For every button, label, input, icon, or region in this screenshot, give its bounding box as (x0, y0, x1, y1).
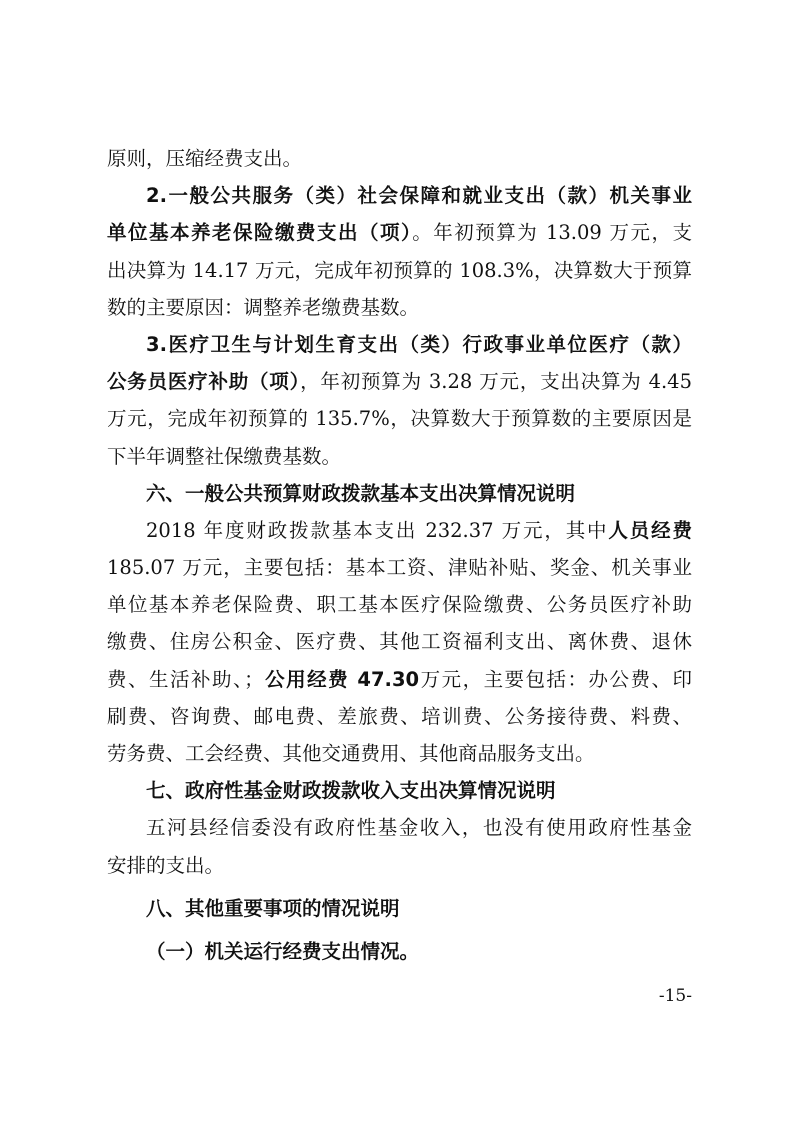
paragraph-line (107, 363, 692, 400)
item-heading: 2.一般公共服务（类）社会保障和就业支出（款）机关事业 (146, 184, 692, 208)
section-heading-6: 六、一般公共预算财政拨款基本支出决算情况说明 (146, 481, 576, 505)
section-heading-7: 七、政府性基金财政拨款收入支出决算情况说明 (146, 779, 556, 803)
paragraph-line: 刷费、咨询费、邮电费、差旅费、培训费、公务接待费、料费、 (107, 704, 692, 728)
item-heading: 公务员医疗补助（项） (107, 370, 301, 394)
paragraph-text: 。年初预算为 13.09 万元，支 (412, 221, 692, 245)
paragraph-text: 万元，主要包括：办公费、印 (419, 667, 692, 691)
paragraph-line: 原则，压缩经费支出。 (107, 147, 303, 170)
emphasis-text: 公用经费 47.30 (263, 667, 420, 691)
paragraph-line: 缴费、住房公积金、医疗费、其他工资福利支出、离休费、退休 (107, 630, 692, 654)
paragraph-line (107, 214, 692, 251)
paragraph-line: 五河县经信委没有政府性基金收入，也没有使用政府性基金 (146, 816, 692, 840)
emphasis-text: 人员经费 (608, 518, 692, 542)
paragraph-line (107, 326, 692, 363)
paragraph-line: 万元，完成年初预算的 135.7%，决算数大于预算数的主要原因是 (107, 407, 692, 431)
paragraph-line: 安排的支出。 (107, 853, 225, 877)
paragraph-text: 2018 年度财政拨款基本支出 232.37 万元，其中 (146, 518, 609, 542)
document-body (107, 140, 692, 970)
paragraph-line (107, 661, 692, 698)
paragraph-line: 185.07 万元，主要包括：基本工资、津贴补贴、奖金、机关事业 (107, 556, 692, 580)
paragraph-line: 单位基本养老保险费、职工基本医疗保险缴费、公务员医疗补助 (107, 593, 692, 617)
subsection-heading-8-1: （一）机关运行经费支出情况。 (146, 939, 420, 963)
paragraph-text: 费、生活补助、； (107, 667, 264, 691)
page-number: -15- (658, 986, 692, 1006)
paragraph-line: 数的主要原因：调整养老缴费基数。 (107, 295, 420, 319)
paragraph-text: ，年初预算为 3.28 万元，支出决算为 4.45 (300, 370, 692, 394)
paragraph-line (107, 177, 692, 214)
item-heading: 3.医疗卫生与计划生育支出（类）行政事业单位医疗（款） (146, 332, 692, 356)
paragraph-line: 劳务费、工会经费、其他交通费用、其他商品服务支出。 (107, 742, 595, 765)
paragraph-line: 出决算为 14.17 万元，完成年初预算的 108.3%，决算数大于预算 (107, 258, 692, 282)
paragraph-line: 下半年调整社保缴费基数。 (107, 444, 342, 468)
item-heading: 单位基本养老保险缴费支出（项） (107, 221, 413, 245)
section-heading-8: 八、其他重要事项的情况说明 (146, 896, 400, 920)
paragraph-line (107, 512, 692, 549)
